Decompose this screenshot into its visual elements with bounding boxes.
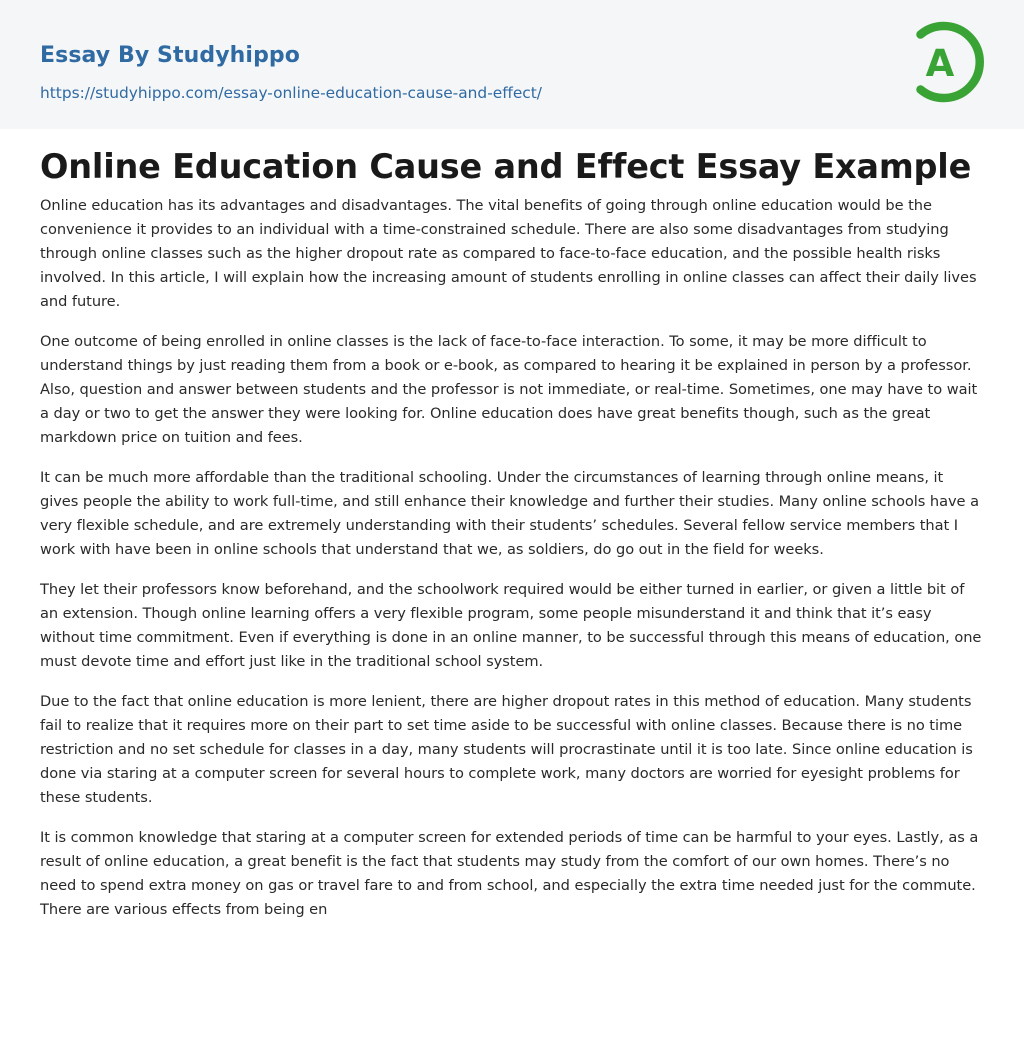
logo-letter: A xyxy=(925,42,955,85)
essay-main xyxy=(0,149,1024,922)
essay-paragraph: It can be much more affordable than the traditional schooling. Under the circumstances of learning through online means, it gives people the ability to work full-time, and still enhance their knowledge and further their studies. Many online schools have a very flexible schedule, and are extremely understanding with their students’ schedules. Several fellow service members that I work with have been in online schools that understand that we, as soldiers, do go out in the field for weeks. xyxy=(40,469,979,558)
essay-paragraph: Online education has its advantages and disadvantages. The vital benefits of going through online education would be the convenience it provides to an individual with a time-constrained schedule. There are also some disadvantages from studying through online classes such as the higher dropout rate as compared to face-to-face education, and the possible health risks involved. In this article, I will explain how the increasing amount of students enrolling in online classes can affect their daily lives and future. xyxy=(40,197,977,310)
essay-title: Online Education Cause and Effect Essay Example xyxy=(40,147,972,186)
source-url-link[interactable]: https://studyhippo.com/essay-online-education-cause-and-effect/ xyxy=(40,84,542,102)
essay-body xyxy=(40,194,984,922)
essay-paragraph: One outcome of being enrolled in online classes is the lack of face-to-face interaction. To some, it may be more difficult to understand things by just reading them from a book or e-book, as compared to hearing it be explained in person by a professor. Also, question and answer between students and the professor is not immediate, or real-time. Sometimes, one may have to wait a day or two to get the answer they were looking for. Online education does have great benefits though, such as the great markdown price on tuition and fees. xyxy=(40,333,978,446)
site-header xyxy=(0,0,1024,129)
essay-paragraph: It is common knowledge that staring at a computer screen for extended periods of time can be harmful to your eyes. Lastly, as a result of online education, a great benefit is the fact that students may study from the comfort of our own homes. There’s no need to spend extra money on gas or travel fare to and from school, and especially the extra time needed just for the commute. There are various effects from being en xyxy=(40,829,979,918)
studyhippo-a-logo-icon[interactable] xyxy=(908,14,992,110)
site-brand[interactable]: Essay By Studyhippo xyxy=(40,43,300,68)
essay-paragraph: They let their professors know beforehand, and the schoolwork required would be either turned in earlier, or given a little bit of an extension. Though online learning offers a very flexible program, some people misunderstand it and think that it’s easy without time commitment. Even if everything is done in an online manner, to be successful through this means of education, one must devote time and effort just like in the traditional school system. xyxy=(40,581,982,670)
essay-paragraph: Due to the fact that online education is more lenient, there are higher dropout rates in this method of education. Many students fail to realize that it requires more on their part to set time aside to be successful with online classes. Because there is no time restriction and no set schedule for classes in a day, many students will procrastinate until it is too late. Since online education is done via staring at a computer screen for several hours to complete work, many doctors are worried for eyesight problems for these students. xyxy=(40,693,973,806)
